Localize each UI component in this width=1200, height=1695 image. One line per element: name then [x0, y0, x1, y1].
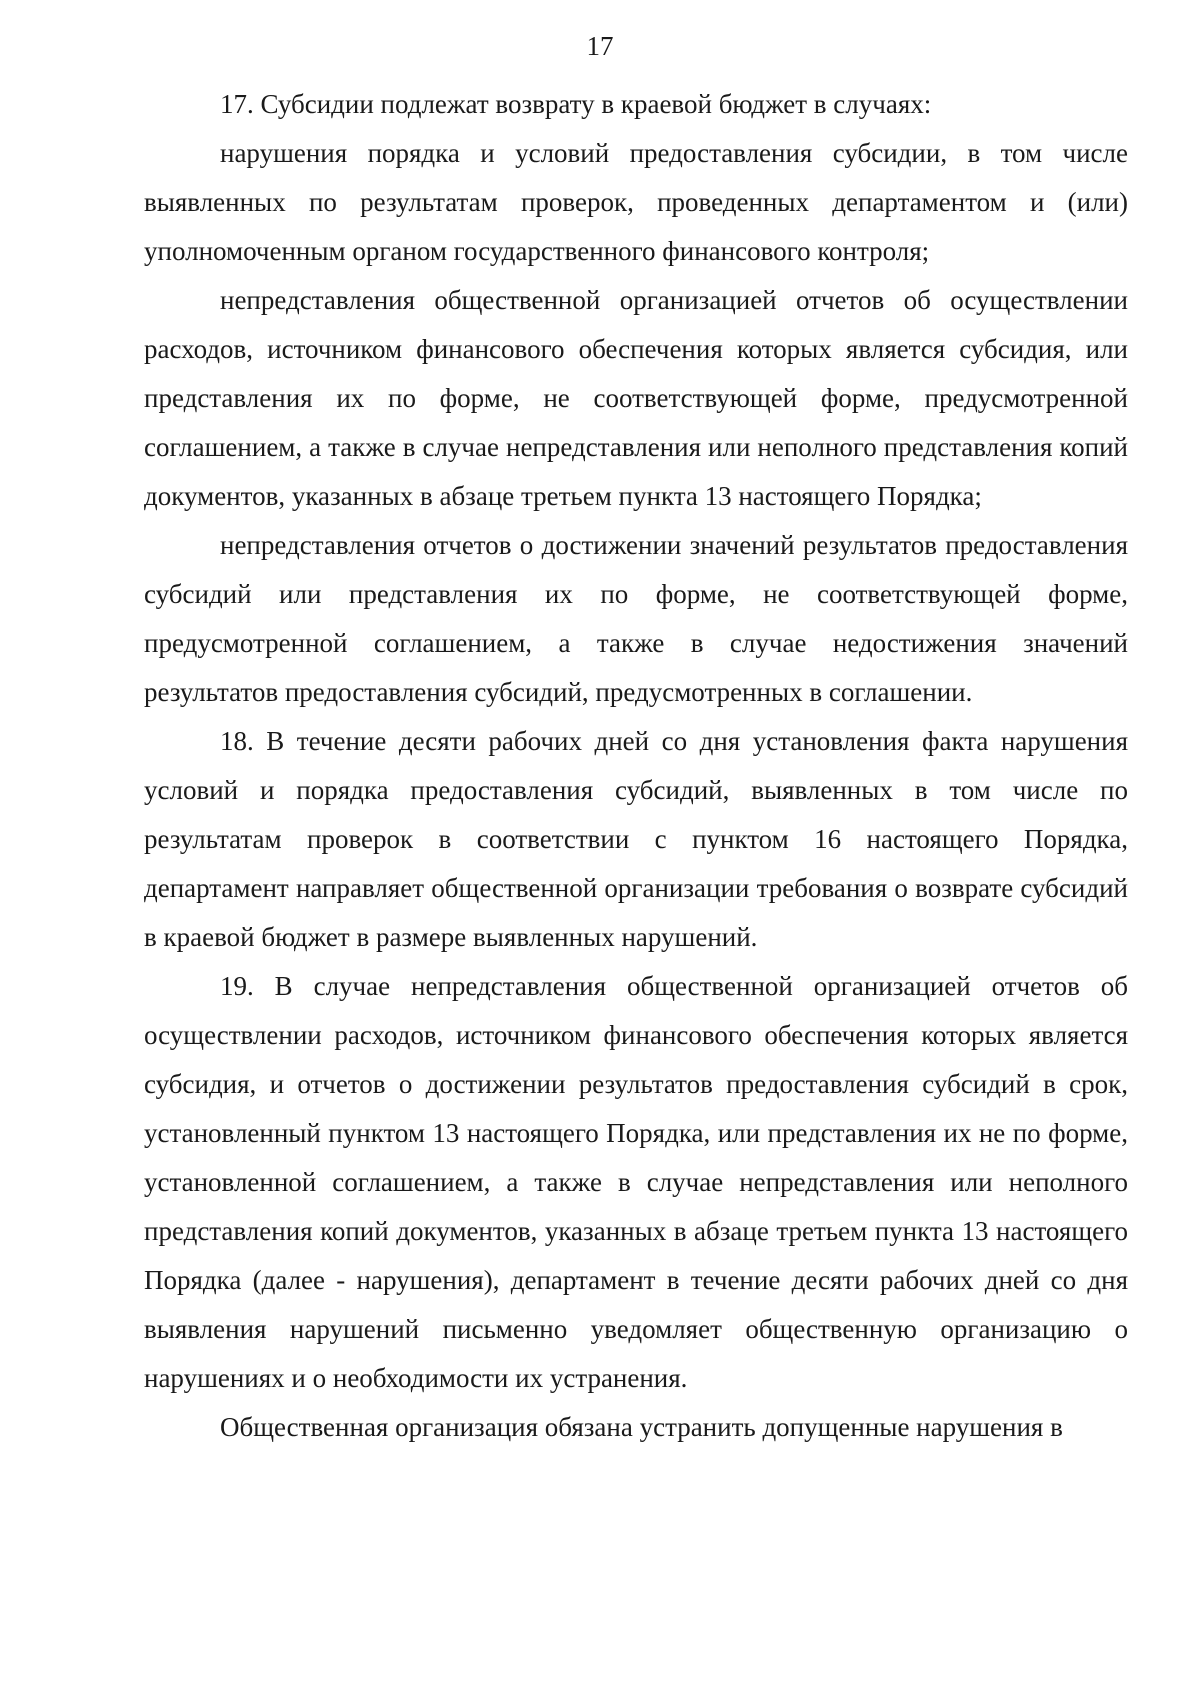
- paragraph-17-case-3: непредставления отчетов о достижении значений результатов предоставления субсидий или представления их по форме, не соответствующей форме, предусмотренной соглашением, а также в случае недостижения значений результатов предоставления субсидий, предусмотренных в соглашении.: [144, 530, 1128, 707]
- paragraph-18: 18. В течение десяти рабочих дней со дня установления факта нарушения условий и порядка предоставления субсидий, выявленных в том числе по результатам проверок в соответствии с пунктом 16 настоящего Порядка, департамент направляет общественной организации требования о возврате субсидий в краевой бюджет в размере выявленных нарушений.: [144, 726, 1128, 952]
- paragraph-19-continuation: Общественная организация обязана устранить допущенные нарушения в: [220, 1412, 1063, 1442]
- document-body: [144, 80, 1128, 1452]
- paragraph-17-intro: 17. Субсидии подлежат возврату в краевой бюджет в случаях:: [220, 89, 932, 119]
- paragraph-17-case-2: непредставления общественной организацией отчетов об осуществлении расходов, источником финансового обеспечения которых является субсидия, или представления их по форме, не соответствующей форме, предусмотренной соглашением, а также в случае непредставления или неполного представления копий документов, указанных в абзаце третьем пункта 13 настоящего Порядка;: [144, 285, 1128, 511]
- page-number: 17: [586, 31, 614, 61]
- paragraph-19: 19. В случае непредставления общественной организацией отчетов об осуществлении расходов, источником финансового обеспечения которых является субсидия, и отчетов о достижении результатов предоставления субсидий в срок, установленный пунктом 13 настоящего Порядка, или представления их не по форме, установленной соглашением, а также в случае непредставления или неполного представления копий документов, указанных в абзаце третьем пункта 13 настоящего Порядка (далее - нарушения), департамент в течение десяти рабочих дней со дня выявления нарушений письменно уведомляет общественную организацию о нарушениях и о необходимости их устранения.: [144, 971, 1128, 1393]
- paragraph-17-case-1: нарушения порядка и условий предоставления субсидии, в том числе выявленных по результатам проверок, проведенных департаментом и (или) уполномоченным органом государственного финансового контроля;: [144, 138, 1128, 266]
